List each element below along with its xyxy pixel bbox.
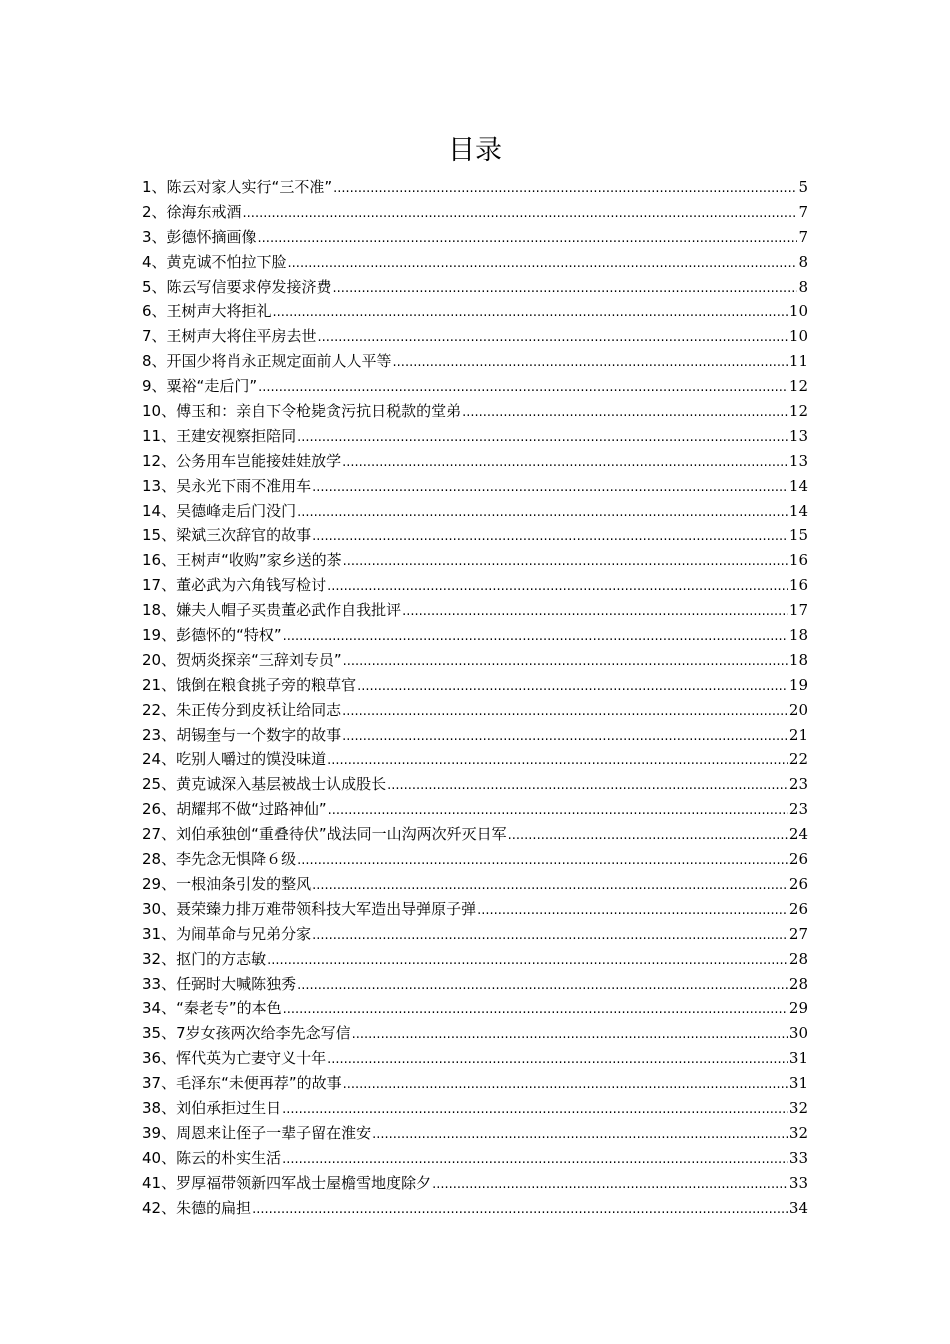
toc-entry-page-number: 16 (788, 576, 808, 595)
toc-entry-title: 36、恽代英为亡妻守义十年 (142, 1049, 327, 1068)
toc-entry-page-number: 28 (788, 974, 808, 993)
dot-leader (258, 374, 788, 401)
toc-entry-title: 9、粟裕“走后门” (142, 377, 258, 396)
dot-leader (312, 872, 788, 899)
toc-entry-page-number: 7 (798, 227, 808, 246)
dot-leader (297, 847, 788, 874)
toc-entry-page-number: 26 (788, 874, 808, 893)
toc-entry-title: 17、董必武为六角钱写检讨 (142, 576, 327, 595)
toc-entry-page-number: 8 (798, 252, 808, 271)
toc-entry-title: 15、梁斌三次辞官的故事 (142, 526, 312, 545)
toc-entry[interactable] (142, 1046, 808, 1071)
toc-entry-page-number: 12 (788, 377, 808, 396)
toc-entry-title: 28、李先念无惧降６级 (142, 850, 297, 869)
dot-leader (342, 698, 788, 725)
toc-entry[interactable] (142, 747, 808, 772)
toc-entry-title: 26、胡耀邦不做“过路神仙” (142, 800, 327, 819)
toc-entry-page-number: 17 (788, 601, 808, 620)
toc-entry-title: 37、毛泽东“未便再荐”的故事 (142, 1074, 342, 1093)
toc-entry[interactable] (142, 1121, 808, 1146)
toc-entry-title: 39、周恩来让侄子一辈子留在淮安 (142, 1123, 372, 1142)
toc-entry-page-number: 34 (788, 1198, 808, 1217)
toc-entry-page-number: 8 (798, 277, 808, 296)
toc-entry[interactable] (142, 299, 808, 324)
dot-leader (252, 1196, 788, 1223)
toc-list (142, 175, 808, 1220)
dot-leader (402, 598, 788, 625)
toc-entry[interactable] (142, 449, 808, 474)
dot-leader (462, 399, 788, 426)
toc-entry-page-number: 27 (788, 924, 808, 943)
toc-entry-page-number: 12 (788, 402, 808, 421)
toc-entry-page-number: 30 (788, 1024, 808, 1043)
dot-leader (432, 1171, 788, 1198)
toc-entry[interactable] (142, 772, 808, 797)
toc-entry-title: 5、陈云写信要求停发接济费 (142, 277, 332, 296)
toc-entry-page-number: 13 (788, 451, 808, 470)
dot-leader (273, 299, 788, 326)
dot-leader (387, 772, 788, 799)
dot-leader (297, 424, 788, 451)
toc-entry-page-number: 33 (788, 1148, 808, 1167)
dot-leader (297, 499, 788, 526)
toc-entry[interactable] (142, 698, 808, 723)
toc-entry-title: 24、吃别人嚼过的馍没味道 (142, 750, 327, 769)
toc-entry[interactable] (142, 374, 808, 399)
toc-entry-page-number: 10 (788, 302, 808, 321)
dot-leader (343, 1071, 788, 1098)
toc-entry[interactable] (142, 598, 808, 623)
toc-entry-title: 32、抠门的方志敏 (142, 949, 267, 968)
toc-entry-page-number: 20 (788, 700, 808, 719)
toc-entry-title: 30、聂荣臻力排万难带领科技大军造出导弹原子弹 (142, 899, 477, 918)
toc-entry-title: 33、任弼时大喊陈独秀 (142, 974, 297, 993)
toc-entry[interactable] (142, 324, 808, 349)
toc-entry-page-number: 21 (788, 725, 808, 744)
toc-entry[interactable] (142, 250, 808, 275)
toc-entry[interactable] (142, 648, 808, 673)
toc-entry-title: 18、嫌夫人帽子买贵董必武作自我批评 (142, 601, 402, 620)
toc-entry-title: 42、朱德的扁担 (142, 1198, 252, 1217)
toc-entry-page-number: 15 (788, 526, 808, 545)
toc-entry[interactable] (142, 1196, 808, 1221)
dot-leader (372, 1121, 788, 1148)
toc-entry-title: 13、吴永光下雨不准用车 (142, 476, 312, 495)
toc-entry[interactable] (142, 175, 808, 200)
toc-entry-title: 27、刘伯承独创“重叠待伏”战法同一山沟两次歼灭日军 (142, 825, 507, 844)
dot-leader (312, 523, 788, 550)
toc-entry[interactable] (142, 1071, 808, 1096)
dot-leader (477, 897, 788, 924)
dot-leader (352, 1021, 788, 1048)
toc-entry-title: 12、公务用车岂能接娃娃放学 (142, 451, 342, 470)
toc-entry-page-number: 13 (788, 426, 808, 445)
toc-entry[interactable] (142, 548, 808, 573)
toc-entry-title: 3、彭德怀摘画像 (142, 227, 257, 246)
toc-entry[interactable] (142, 723, 808, 748)
dot-leader (328, 797, 788, 824)
toc-entry-title: 23、胡锡奎与一个数字的故事 (142, 725, 342, 744)
dot-leader (312, 922, 788, 949)
toc-entry[interactable] (142, 523, 808, 548)
toc-entry[interactable] (142, 797, 808, 822)
toc-entry-page-number: 33 (788, 1173, 808, 1192)
toc-entry-title: 34、“秦老专”的本色 (142, 999, 282, 1018)
toc-entry[interactable] (142, 225, 808, 250)
toc-entry-title: 10、傅玉和：亲自下令枪毙贪污抗日税款的堂弟 (142, 402, 462, 421)
toc-entry-page-number: 32 (788, 1123, 808, 1142)
toc-entry-title: 19、彭德怀的“特权” (142, 626, 282, 645)
dot-leader (333, 175, 797, 202)
toc-title: 目录 (448, 135, 502, 166)
toc-entry[interactable] (142, 822, 808, 847)
toc-entry-page-number: 24 (788, 825, 808, 844)
toc-entry-title: 1、陈云对家人实行“三不准” (142, 178, 333, 196)
toc-entry-page-number: 26 (788, 899, 808, 918)
toc-entry-page-number: 14 (788, 476, 808, 495)
toc-entry-page-number: 5 (798, 178, 808, 196)
toc-entry[interactable] (142, 399, 808, 424)
toc-entry-title: 38、刘伯承拒过生日 (142, 1098, 282, 1117)
toc-entry-title: 20、贺炳炎探亲“三辞刘专员” (142, 650, 342, 669)
dot-leader (312, 474, 788, 501)
toc-entry[interactable] (142, 349, 808, 374)
toc-entry[interactable] (142, 897, 808, 922)
toc-entry-title: 7、王树声大将住平房去世 (142, 327, 317, 346)
toc-entry-title: 2、徐海东戒酒 (142, 202, 242, 221)
toc-entry-page-number: 10 (788, 327, 808, 346)
toc-entry-title: 14、吴德峰走后门没门 (142, 501, 297, 520)
dot-leader (342, 449, 788, 476)
toc-entry-page-number: 22 (788, 750, 808, 769)
toc-entry-page-number: 28 (788, 949, 808, 968)
dot-leader (297, 972, 788, 999)
toc-entry-title: 25、黄克诚深入基层被战士认成股长 (142, 775, 387, 794)
toc-entry[interactable] (142, 922, 808, 947)
toc-entry-page-number: 11 (788, 352, 808, 371)
dot-leader (258, 225, 798, 252)
dot-leader (327, 747, 788, 774)
toc-entry[interactable] (142, 499, 808, 524)
dot-leader (282, 1146, 788, 1173)
toc-entry[interactable] (142, 200, 808, 225)
toc-entry-title: 11、王建安视察拒陪同 (142, 426, 297, 445)
toc-entry-page-number: 16 (788, 551, 808, 570)
toc-entry[interactable] (142, 573, 808, 598)
dot-leader (243, 200, 798, 227)
toc-entry-title: 29、一根油条引发的整风 (142, 874, 312, 893)
toc-entry-page-number: 29 (788, 999, 808, 1018)
dot-leader (342, 723, 788, 750)
toc-entry-page-number: 26 (788, 850, 808, 869)
dot-leader (327, 1046, 788, 1073)
dot-leader (343, 548, 788, 575)
toc-entry-page-number: 31 (788, 1074, 808, 1093)
toc-entry-title: 16、王树声“收购”家乡送的茶 (142, 551, 342, 570)
toc-entry[interactable] (142, 623, 808, 648)
toc-entry-page-number: 14 (788, 501, 808, 520)
toc-entry-page-number: 18 (788, 650, 808, 669)
toc-entry[interactable] (142, 275, 808, 300)
toc-entry[interactable] (142, 947, 808, 972)
toc-entry-title: 8、开国少将肖永正规定面前人人平等 (142, 352, 392, 371)
dot-leader (333, 275, 798, 302)
dot-leader (357, 673, 788, 700)
toc-entry-title: 4、黄克诚不怕拉下脸 (142, 252, 287, 271)
toc-entry-page-number: 32 (788, 1098, 808, 1117)
toc-entry[interactable] (142, 1146, 808, 1171)
toc-entry-page-number: 23 (788, 775, 808, 794)
toc-entry-page-number: 23 (788, 800, 808, 819)
toc-entry[interactable] (142, 474, 808, 499)
dot-leader (283, 623, 788, 650)
toc-entry[interactable] (142, 972, 808, 997)
toc-entry-title: 31、为闹革命与兄弟分家 (142, 924, 312, 943)
toc-entry-page-number: 18 (788, 626, 808, 645)
dot-leader (288, 250, 798, 277)
toc-entry[interactable] (142, 996, 808, 1021)
dot-leader (282, 1096, 788, 1123)
toc-entry[interactable] (142, 847, 808, 872)
toc-entry-title: 35、7岁女孩两次给李先念写信 (142, 1024, 351, 1043)
toc-entry-title: 40、陈云的朴实生活 (142, 1148, 282, 1167)
toc-entry[interactable] (142, 1096, 808, 1121)
dot-leader (318, 324, 788, 351)
dot-leader (327, 573, 788, 600)
toc-entry[interactable] (142, 1021, 808, 1046)
toc-entry-page-number: 31 (788, 1049, 808, 1068)
dot-leader (283, 996, 788, 1023)
toc-entry[interactable] (142, 673, 808, 698)
dot-leader (343, 648, 788, 675)
dot-leader (393, 349, 788, 376)
toc-entry-page-number: 7 (798, 202, 808, 221)
toc-entry-page-number: 19 (788, 675, 808, 694)
toc-entry-title: 21、饿倒在粮食挑子旁的粮草官 (142, 675, 357, 694)
toc-entry-title: 6、王树声大将拒礼 (142, 302, 272, 321)
toc-entry-title: 22、朱正传分到皮袄让给同志 (142, 700, 342, 719)
dot-leader (508, 822, 788, 849)
toc-entry[interactable] (142, 872, 808, 897)
dot-leader (267, 947, 788, 974)
toc-entry[interactable] (142, 1171, 808, 1196)
toc-entry[interactable] (142, 424, 808, 449)
toc-entry-title: 41、罗厚福带领新四军战士屋檐雪地度除夕 (142, 1173, 432, 1192)
